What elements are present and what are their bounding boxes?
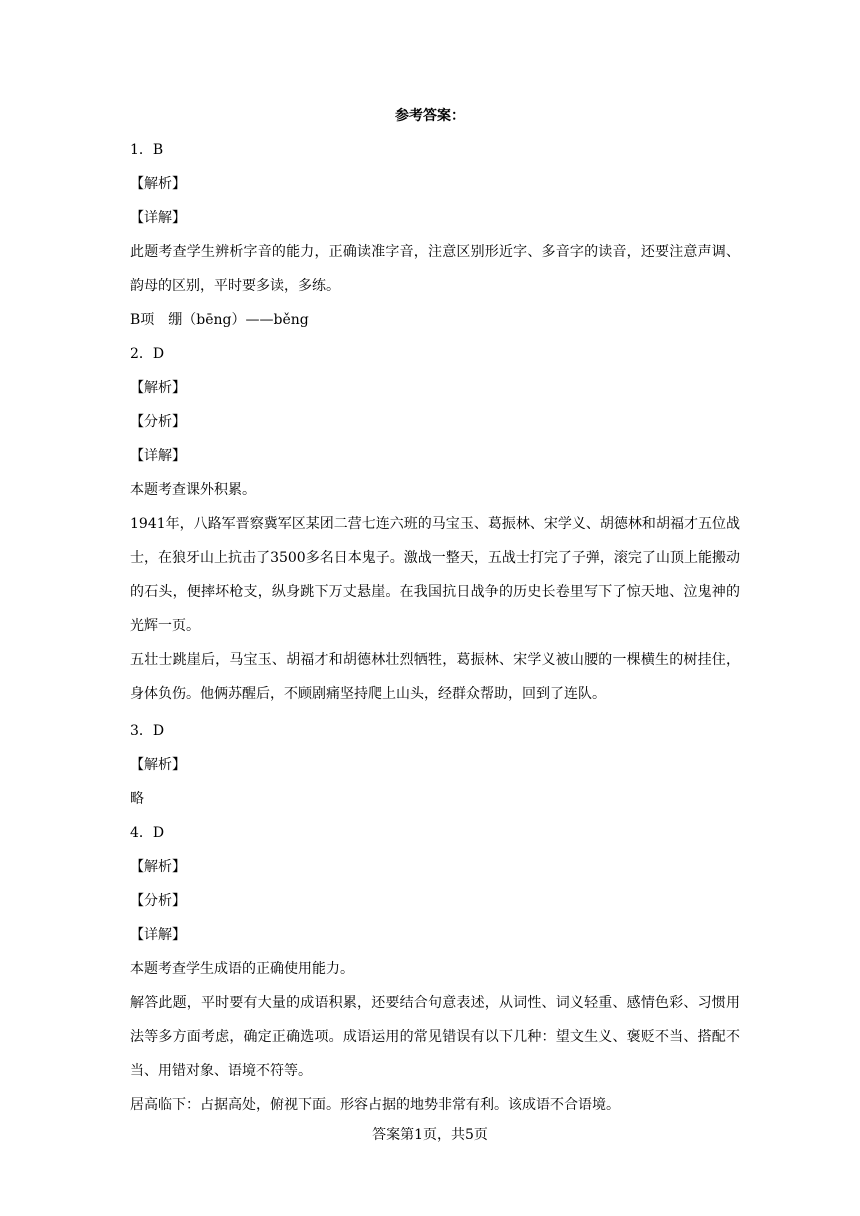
q1-analysis-tag: 【解析】 [130,176,186,192]
q2-answer: 2．D [130,346,165,362]
q2-detail-tag: 【详解】 [130,448,186,464]
page-footer: 答案第1页，共5页 [372,1127,488,1143]
q4-fenxi-tag: 【分析】 [130,893,186,909]
q4-answer: 4．D [130,825,165,841]
q2-paragraph-1: 1941年，八路军晋察冀军区某团二营七连六班的马宝玉、葛振林、宋学义、胡德林和胡福才五位战士，在狼牙山上抗击了3500多名日本鬼子。激战一整天，五战士打完了子弹，滚完了山顶上能搬动的石头，便摔坏枪支，纵身跳下万丈悬崖。在我国抗日战争的历史长卷里写下了惊天地、泣鬼神的光辉一页。 [130,516,740,634]
q1-answer: 1．B [130,142,164,158]
q4-intro: 本题考查学生成语的正确使用能力。 [130,961,354,977]
answer-content [130,133,740,1122]
q4-detail-tag: 【详解】 [130,927,186,943]
q4-analysis-tag: 【解析】 [130,859,186,875]
q3-answer: 3．D [130,723,165,739]
q4-paragraph-1: 解答此题，平时要有大量的成语积累，还要结合句意表述，从词性、词义轻重、感情色彩、习惯用法等多方面考虑，确定正确选项。成语运用的常见错误有以下几种：望文生义、褒贬不当、搭配不当、用错对象、语境不符等。 [130,995,740,1079]
q2-analysis-tag: 【解析】 [130,380,186,396]
page-title: 参考答案： [395,108,465,124]
q2-paragraph-2: 五壮士跳崖后，马宝玉、胡福才和胡德林壮烈牺牲，葛振林、宋学义被山腰的一棵横生的树挂住，身体负伤。他俩苏醒后，不顾剧痛坚持爬上山头，经群众帮助，回到了连队。 [130,652,740,702]
q3-text: 略 [130,791,144,807]
q3-analysis-tag: 【解析】 [130,757,186,773]
q2-intro: 本题考查课外积累。 [130,482,256,498]
q4-paragraph-2: 居高临下：占据高处，俯视下面。形容占据的地势非常有利。该成语不合语境。 [130,1097,620,1113]
q1-explanation: 此题考查学生辨析字音的能力，正确读准字音，注意区别形近字、多音字的读音，还要注意声调、韵母的区别，平时要多读，多练。 [130,244,740,294]
q1-item-b: B项 绷（bēng）——běng [130,312,309,328]
q2-fenxi-tag: 【分析】 [130,414,186,430]
q1-detail-tag: 【详解】 [130,210,186,226]
